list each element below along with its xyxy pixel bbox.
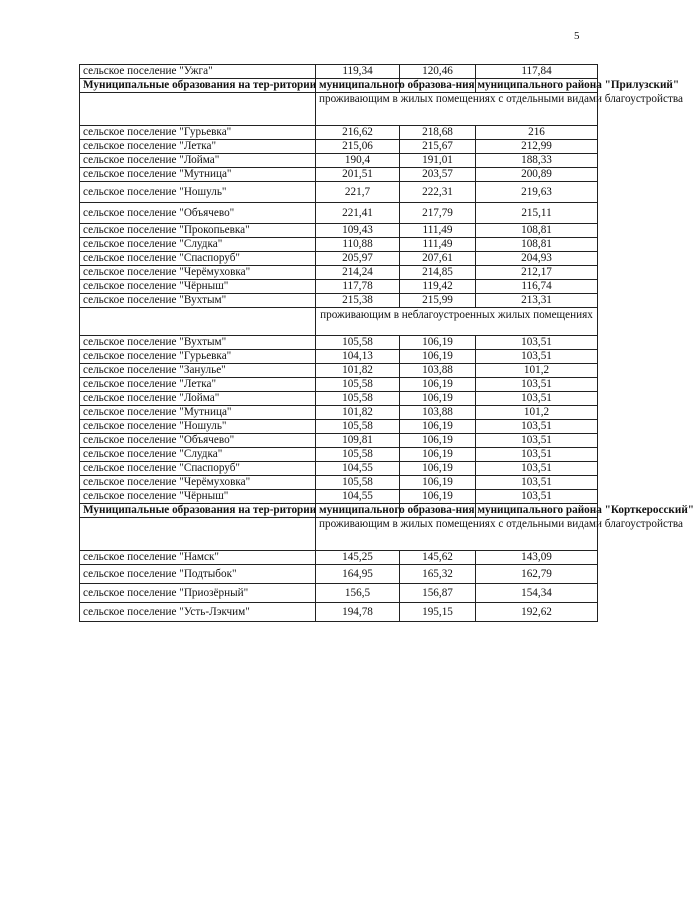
value-1: 110,88 [316,238,400,252]
value-1: 215,38 [316,294,400,308]
value-1: 119,34 [316,65,400,79]
value-2: 106,19 [400,392,476,406]
settlement-name: сельское поселение "Мутница" [80,168,316,182]
table-row [80,336,598,350]
settlement-name: сельское поселение "Спаспоруб" [80,462,316,476]
value-1: 164,95 [316,565,400,584]
empty-cell [80,308,316,336]
value-3: 116,74 [476,280,598,294]
value-1: 215,06 [316,140,400,154]
value-2: 106,19 [400,448,476,462]
value-3: 219,63 [476,182,598,203]
value-2: 215,99 [400,294,476,308]
value-2: 191,01 [400,154,476,168]
value-2: 111,49 [400,224,476,238]
table-row [80,434,598,448]
table-row [80,364,598,378]
category-row [80,308,598,336]
value-2: 203,57 [400,168,476,182]
value-1: 105,58 [316,448,400,462]
empty-cell [80,518,316,551]
section-header-row [80,79,598,93]
page-number: 5 [574,30,580,42]
value-3: 103,51 [476,392,598,406]
table-row [80,462,598,476]
value-2: 165,32 [400,565,476,584]
settlement-name: сельское поселение "Чёрныш" [80,490,316,504]
value-3: 212,17 [476,266,598,280]
category-row [80,93,598,126]
value-1: 105,58 [316,392,400,406]
settlement-name: сельское поселение "Летка" [80,140,316,154]
table-row [80,584,598,603]
value-1: 105,58 [316,378,400,392]
table-row [80,65,598,79]
table-row [80,392,598,406]
settlement-name: сельское поселение "Летка" [80,378,316,392]
table-row [80,565,598,584]
value-2: 207,61 [400,252,476,266]
table-row [80,182,598,203]
table-row [80,140,598,154]
settlement-name: сельское поселение "Слудка" [80,238,316,252]
value-2: 215,67 [400,140,476,154]
value-2: 214,85 [400,266,476,280]
value-3: 143,09 [476,551,598,565]
value-3: 215,11 [476,203,598,224]
value-1: 105,58 [316,476,400,490]
table-row [80,490,598,504]
value-2: 156,87 [400,584,476,603]
value-1: 156,5 [316,584,400,603]
settlement-name: сельское поселение "Приозёрный" [80,584,316,603]
settlement-name: сельское поселение "Объячево" [80,434,316,448]
value-3: 192,62 [476,603,598,622]
value-3: 103,51 [476,476,598,490]
value-1: 190,4 [316,154,400,168]
value-3: 108,81 [476,238,598,252]
settlement-name: сельское поселение "Черёмуховка" [80,266,316,280]
value-3: 103,51 [476,420,598,434]
value-3: 103,51 [476,434,598,448]
value-1: 221,7 [316,182,400,203]
settlement-name: сельское поселение "Гурьевка" [80,350,316,364]
settlement-name: сельское поселение "Намск" [80,551,316,565]
value-2: 106,19 [400,336,476,350]
settlement-name: сельское поселение "Черёмуховка" [80,476,316,490]
value-3: 154,34 [476,584,598,603]
settlement-name: сельское поселение "Занулье" [80,364,316,378]
value-1: 104,13 [316,350,400,364]
value-1: 214,24 [316,266,400,280]
value-3: 103,51 [476,378,598,392]
value-1: 194,78 [316,603,400,622]
table-row [80,350,598,364]
value-3: 103,51 [476,490,598,504]
value-2: 106,19 [400,420,476,434]
table-row [80,154,598,168]
value-2: 119,42 [400,280,476,294]
table-row [80,252,598,266]
settlement-name: сельское поселение "Усть-Лэкчим" [80,603,316,622]
value-1: 105,58 [316,420,400,434]
value-3: 101,2 [476,406,598,420]
table-row [80,203,598,224]
table-row [80,168,598,182]
value-3: 103,51 [476,448,598,462]
settlement-name: сельское поселение "Подтыбок" [80,565,316,584]
value-3: 101,2 [476,364,598,378]
value-1: 117,78 [316,280,400,294]
table-row [80,406,598,420]
table-row [80,378,598,392]
value-3: 212,99 [476,140,598,154]
settlement-name: сельское поселение "Прокопьевка" [80,224,316,238]
value-1: 105,58 [316,336,400,350]
value-2: 106,19 [400,378,476,392]
value-1: 109,81 [316,434,400,448]
tariff-table [79,64,694,622]
value-2: 106,19 [400,476,476,490]
table-row [80,420,598,434]
value-3: 200,89 [476,168,598,182]
value-2: 106,19 [400,434,476,448]
value-2: 106,19 [400,350,476,364]
settlement-name: сельское поселение "Ужга" [80,65,316,79]
value-1: 109,43 [316,224,400,238]
value-3: 103,51 [476,350,598,364]
section-header-row [80,504,598,518]
category-label: проживающим в жилых помещениях с отдельными видами благоустройства [316,93,598,126]
value-2: 145,62 [400,551,476,565]
value-2: 195,15 [400,603,476,622]
empty-cell [80,93,316,126]
value-2: 103,88 [400,364,476,378]
settlement-name: сельское поселение "Гурьевка" [80,126,316,140]
category-label: проживающим в неблагоустроенных жилых помещениях [316,308,598,336]
settlement-name: сельское поселение "Слудка" [80,448,316,462]
settlement-name: сельское поселение "Вухтым" [80,336,316,350]
value-1: 104,55 [316,490,400,504]
table-row [80,448,598,462]
value-1: 145,25 [316,551,400,565]
value-3: 103,51 [476,462,598,476]
value-3: 204,93 [476,252,598,266]
value-1: 216,62 [316,126,400,140]
settlement-name: сельское поселение "Объячево" [80,203,316,224]
settlement-name: сельское поселение "Чёрныш" [80,280,316,294]
value-2: 120,46 [400,65,476,79]
value-3: 117,84 [476,65,598,79]
settlement-name: сельское поселение "Ношуль" [80,182,316,203]
value-2: 218,68 [400,126,476,140]
value-1: 101,82 [316,364,400,378]
settlement-name: сельское поселение "Лойма" [80,154,316,168]
table-row [80,126,598,140]
table-row [80,238,598,252]
category-row [80,518,598,551]
value-1: 104,55 [316,462,400,476]
settlement-name: сельское поселение "Ношуль" [80,420,316,434]
value-3: 103,51 [476,336,598,350]
value-3: 162,79 [476,565,598,584]
settlement-name: сельское поселение "Спаспоруб" [80,252,316,266]
table-row [80,551,598,565]
section-header: Муниципальные образования на тер-ритории муниципального образова-ния муниципального района "Прилузский" [80,79,316,93]
value-3: 188,33 [476,154,598,168]
value-2: 106,19 [400,490,476,504]
settlement-name: сельское поселение "Вухтым" [80,294,316,308]
table-row [80,280,598,294]
category-label: проживающим в жилых помещениях с отдельными видами благоустройства [316,518,598,551]
value-1: 201,51 [316,168,400,182]
settlement-name: сельское поселение "Мутница" [80,406,316,420]
settlement-name: сельское поселение "Лойма" [80,392,316,406]
value-1: 101,82 [316,406,400,420]
value-1: 221,41 [316,203,400,224]
value-1: 205,97 [316,252,400,266]
value-2: 111,49 [400,238,476,252]
value-3: 213,31 [476,294,598,308]
value-2: 103,88 [400,406,476,420]
value-2: 217,79 [400,203,476,224]
value-2: 222,31 [400,182,476,203]
table-row [80,294,598,308]
table-row [80,224,598,238]
value-2: 106,19 [400,462,476,476]
value-3: 108,81 [476,224,598,238]
value-3: 216 [476,126,598,140]
table-row [80,603,598,622]
section-header: Муниципальные образования на тер-ритории муниципального образова-ния муниципального района "Корткеросский" [80,504,316,518]
table-row [80,476,598,490]
table-row [80,266,598,280]
